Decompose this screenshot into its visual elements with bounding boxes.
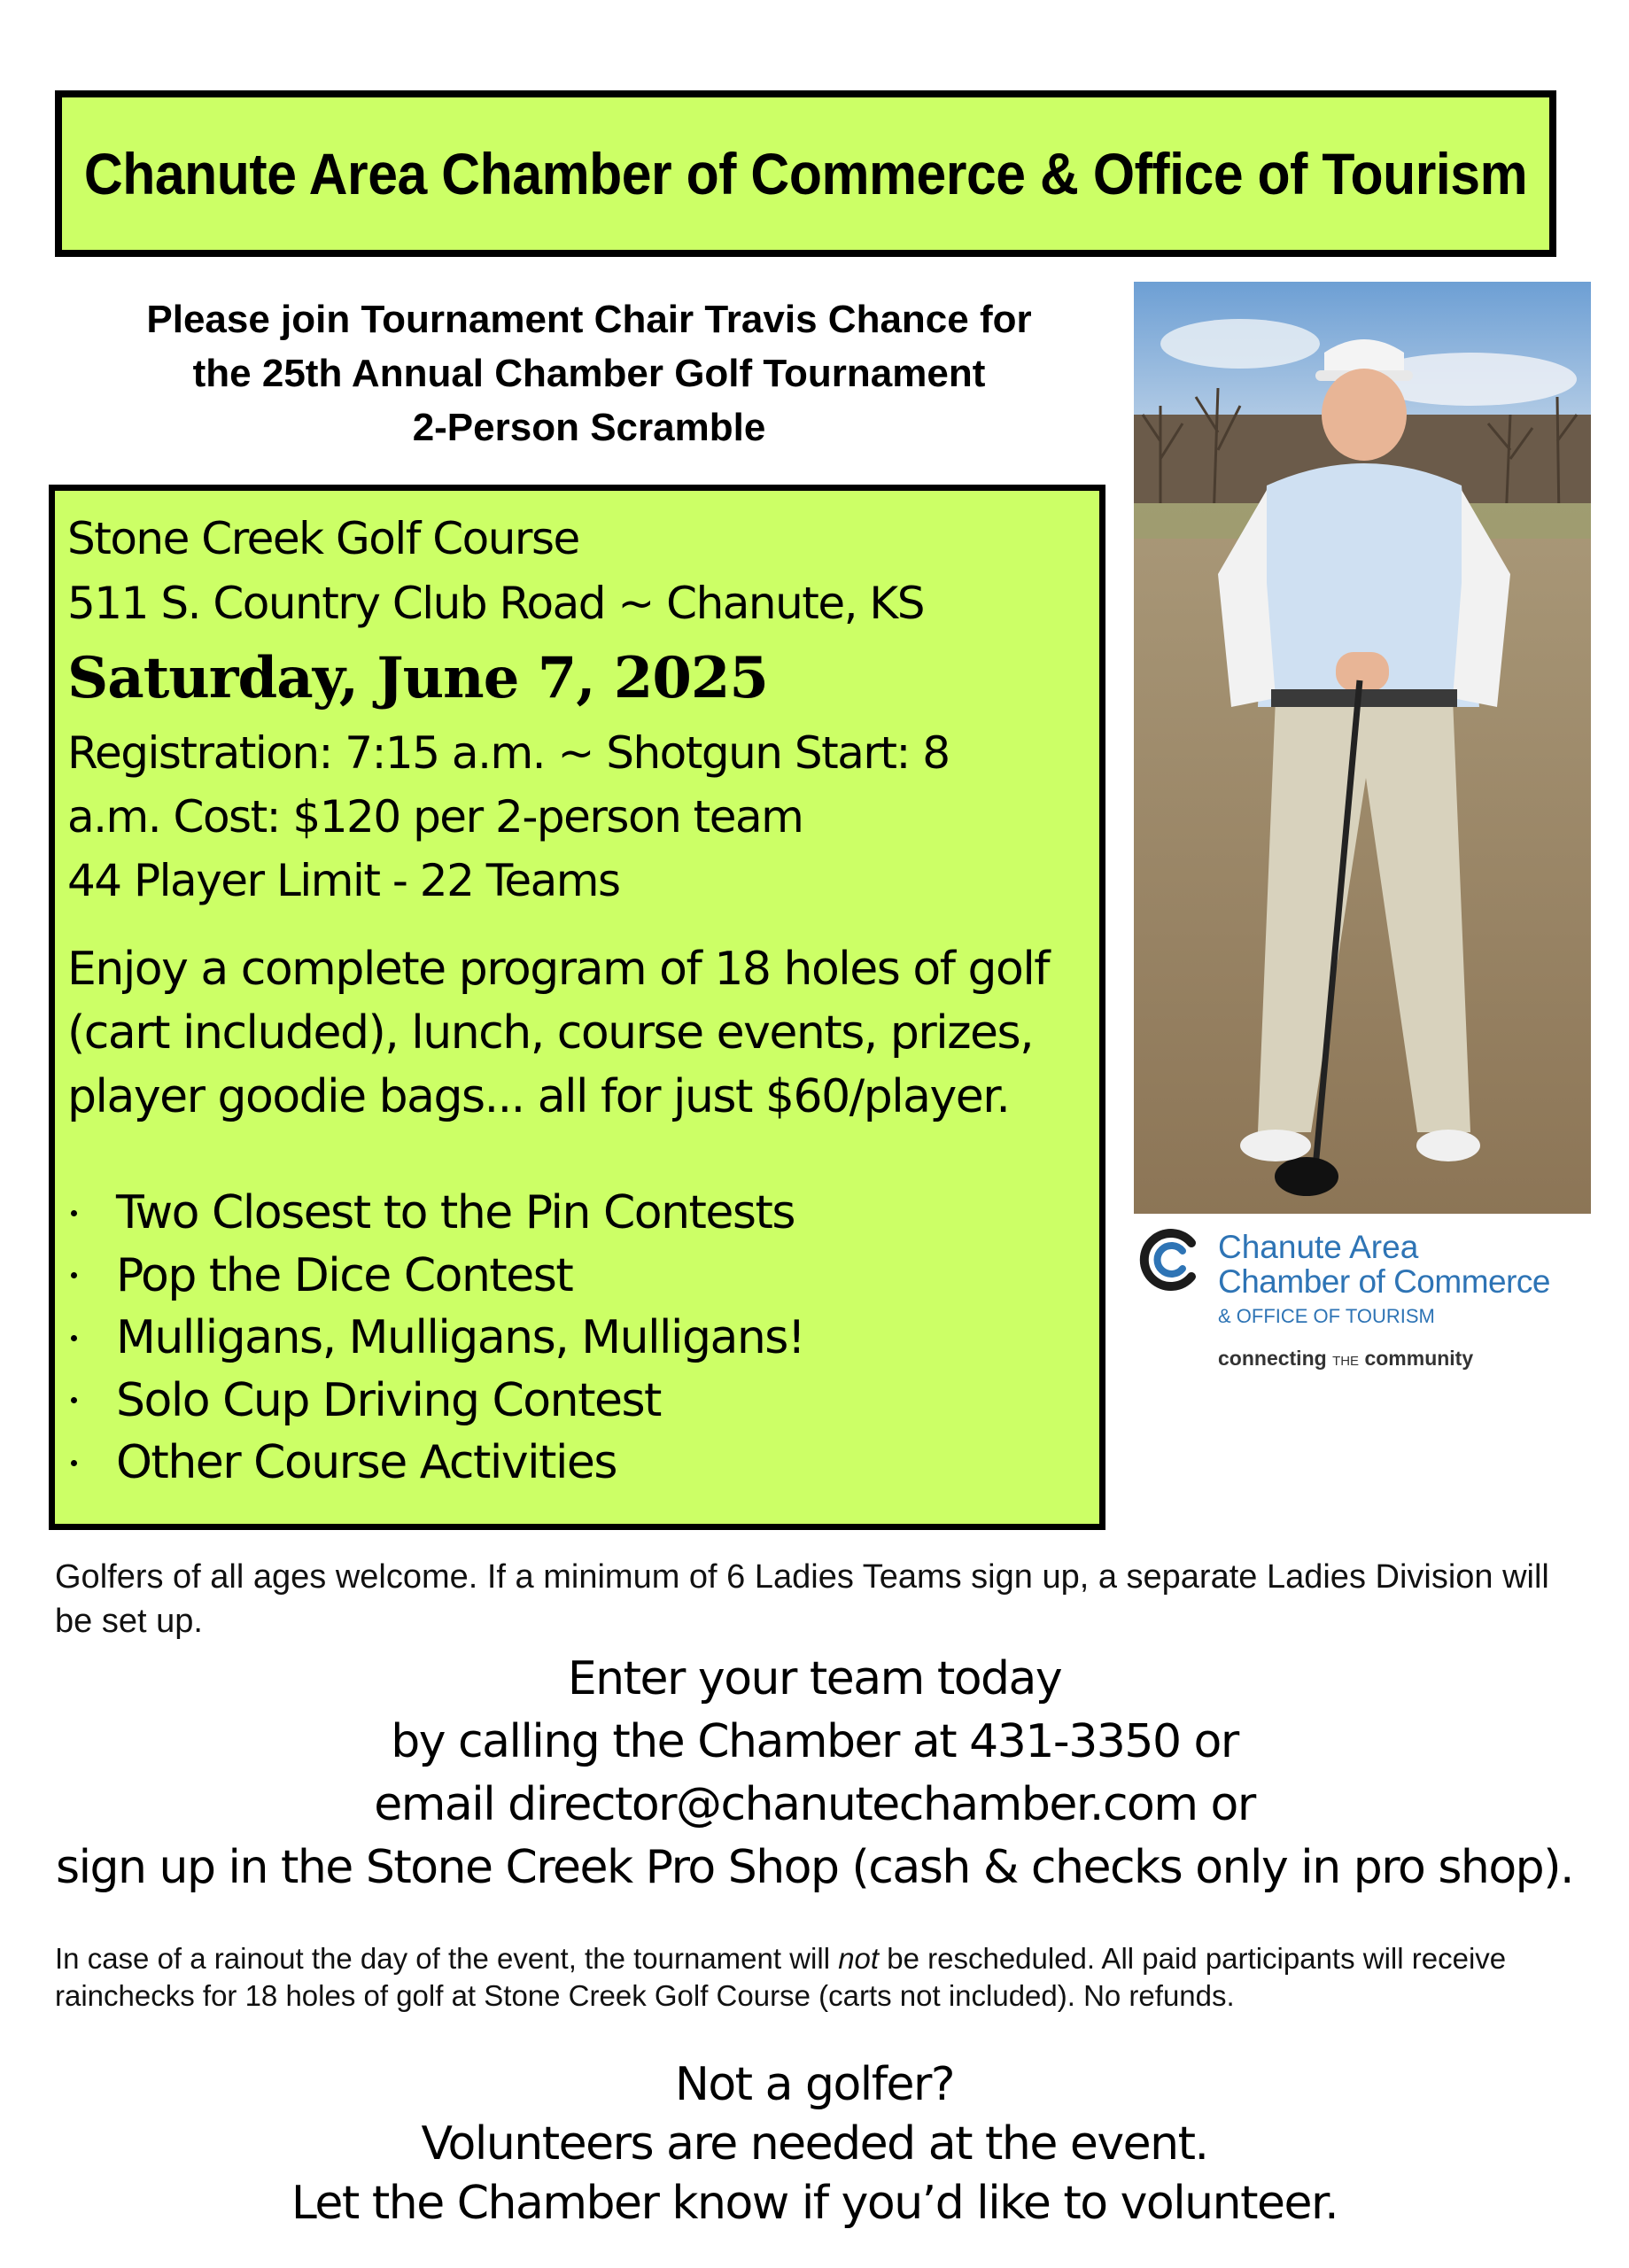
bullet-icon bbox=[71, 1460, 77, 1466]
list-item bbox=[67, 1370, 1087, 1433]
enter-line-1: Enter your team today bbox=[567, 1652, 1062, 1705]
enter-instructions bbox=[0, 1648, 1629, 1899]
tagline-part-2: THE bbox=[1332, 1354, 1360, 1369]
chamber-logo bbox=[1138, 1227, 1599, 1386]
logo-line-1: Chanute Area bbox=[1218, 1229, 1419, 1265]
rainout-part-1: In case of a rainout the day of the event, the tournament will bbox=[55, 1942, 839, 1975]
page-title: Chanute Area Chamber of Commerce & Office of Tourism bbox=[83, 141, 1528, 206]
invitation-text bbox=[80, 292, 1098, 454]
enter-line-2: by calling the Chamber at 431-3350 or bbox=[391, 1715, 1238, 1768]
event-date: Saturday, June 7, 2025 bbox=[67, 645, 768, 711]
logo-tagline bbox=[1218, 1347, 1473, 1371]
registration-line-1: Registration: 7:15 a.m. ~ Shotgun Start: 8 bbox=[67, 727, 950, 779]
volunteer-line-1: Not a golfer? bbox=[674, 2058, 955, 2111]
event-details-box bbox=[49, 485, 1105, 1530]
activity-label: Pop the Dice Contest bbox=[116, 1248, 573, 1302]
tagline-part-1: connecting bbox=[1218, 1347, 1327, 1370]
logo-line-2: Chamber of Commerce bbox=[1218, 1263, 1551, 1300]
enter-line-4: sign up in the Stone Creek Pro Shop (cash & checks only in pro shop). bbox=[55, 1841, 1574, 1894]
bullet-icon bbox=[71, 1335, 77, 1341]
venue-address: 511 S. Country Club Road ~ Chanute, KS bbox=[67, 578, 924, 629]
bullet-icon bbox=[71, 1272, 77, 1278]
list-item bbox=[67, 1182, 1087, 1245]
activity-label: Other Course Activities bbox=[116, 1436, 617, 1489]
activity-label: Two Closest to the Pin Contests bbox=[116, 1186, 795, 1239]
volunteer-callout bbox=[0, 2055, 1629, 2233]
list-item bbox=[67, 1245, 1087, 1308]
program-line-1: Enjoy a complete program of 18 holes of golf bbox=[67, 943, 1050, 996]
header-banner bbox=[55, 90, 1556, 257]
player-limit: 44 Player Limit - 22 Teams bbox=[67, 855, 620, 906]
golfer-photo-illustration bbox=[1134, 282, 1591, 1214]
list-item bbox=[67, 1307, 1087, 1370]
chamber-logo-icon bbox=[1138, 1227, 1204, 1293]
tagline-part-3: community bbox=[1364, 1347, 1474, 1370]
rainout-emphasis: not bbox=[838, 1942, 880, 1975]
volunteer-line-3: Let the Chamber know if you’d like to volunteer. bbox=[291, 2177, 1338, 2230]
volunteer-line-2: Volunteers are needed at the event. bbox=[421, 2117, 1208, 2171]
venue-name: Stone Creek Golf Course bbox=[67, 513, 579, 564]
golfer-photo bbox=[1134, 282, 1591, 1214]
activity-label: Solo Cup Driving Contest bbox=[116, 1373, 661, 1427]
program-description bbox=[67, 937, 1087, 1129]
enter-line-3: email director@chanutechamber.com or bbox=[374, 1778, 1255, 1831]
program-line-2: (cart included), lunch, course events, prizes, bbox=[67, 1006, 1034, 1060]
registration-line-2: a.m. Cost: $120 per 2-person team bbox=[67, 791, 803, 843]
invite-line-2: the 25th Annual Chamber Golf Tournament bbox=[192, 352, 986, 395]
bullet-icon bbox=[71, 1397, 77, 1403]
invite-line-1: Please join Tournament Chair Travis Chance for bbox=[146, 298, 1032, 341]
welcome-text: Golfers of all ages welcome. If a minimum of 6 Ladies Teams sign up, a separate Ladies Division will be set up. bbox=[55, 1558, 1549, 1640]
rainout-part-2: be rescheduled. All paid participants will receive rainchecks for 18 holes of golf at Stone Creek Golf Course (carts not included). No refunds. bbox=[55, 1942, 1507, 2012]
bullet-icon bbox=[71, 1210, 77, 1216]
logo-line-3: & OFFICE OF TOURISM bbox=[1218, 1305, 1435, 1327]
list-item bbox=[67, 1432, 1087, 1495]
activities-list bbox=[67, 1182, 1087, 1495]
activity-label: Mulligans, Mulligans, Mulligans! bbox=[116, 1311, 805, 1364]
program-line-3: player goodie bags... all for just $60/player. bbox=[67, 1070, 1010, 1123]
rainout-policy bbox=[55, 1940, 1596, 2015]
invite-line-3: 2-Person Scramble bbox=[412, 406, 766, 449]
